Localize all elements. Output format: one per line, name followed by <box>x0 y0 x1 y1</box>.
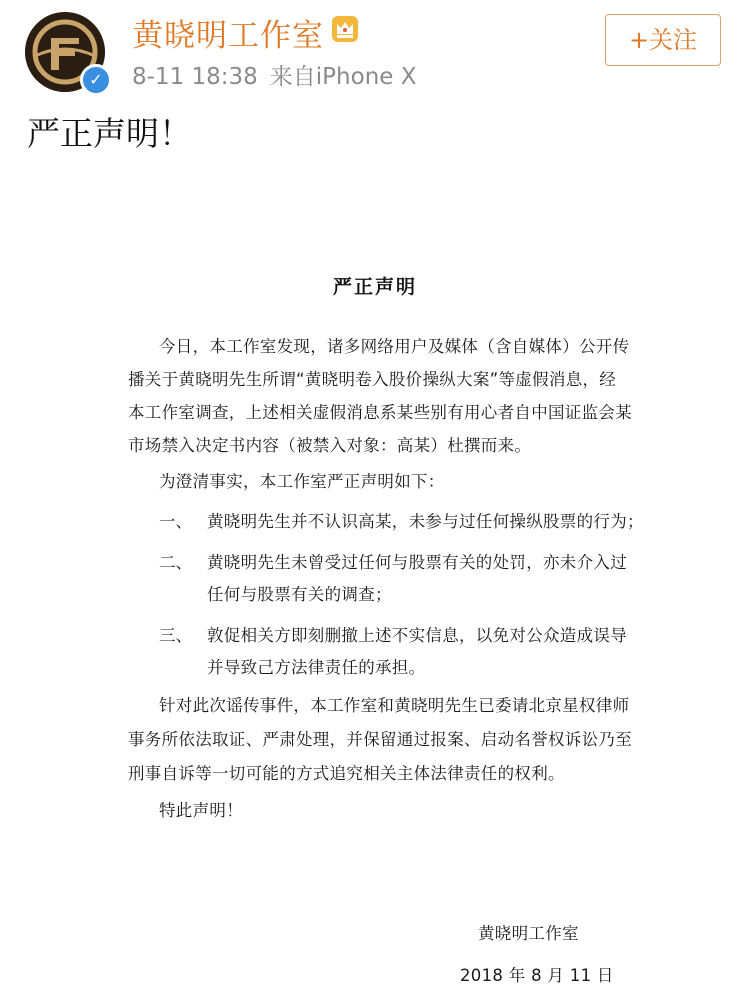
item-number: 二、 <box>159 553 192 572</box>
statement-date: 2018 年 8 月 11 日 <box>460 966 614 985</box>
post-text: 严正声明！ <box>27 114 192 153</box>
post-meta <box>132 58 417 91</box>
item-number: 一、 <box>159 512 192 531</box>
verified-badge-icon: ✓ <box>80 64 112 96</box>
statement-title: 严正声明 <box>332 276 417 298</box>
statement-p3-line: 事务所依法取证、严肃处理，并保留通过报案、启动名誉权诉讼乃至 <box>128 730 632 749</box>
statement-image <box>0 240 750 985</box>
post-header <box>0 0 750 100</box>
statement-p1-line: 今日，本工作室发现，诸多网络用户及媒体（含自媒体）公开传 <box>159 337 630 356</box>
post-time: 8-11 18:38 <box>132 64 258 90</box>
statement-p1-line: 播关于黄晓明先生所谓“黄晓明卷入股价操纵大案”等虚假消息，经 <box>128 370 617 389</box>
statement-signature: 黄晓明工作室 <box>478 924 579 943</box>
item-line: 敦促相关方即刻删撤上述不实信息，以免对公众造成误导 <box>207 626 627 645</box>
statement-p3-line: 针对此次谣传事件，本工作室和黄晓明先生已委请北京星权律师 <box>159 696 630 715</box>
item-line: 任何与股票有关的调查； <box>207 585 392 604</box>
statement-p3-line: 刑事自诉等一切可能的方式追究相关主体法律责任的权利。 <box>128 764 565 783</box>
follow-button[interactable]: +关注 <box>605 14 721 66</box>
item-line: 黄晓明先生并不认识高某，未参与过任何操纵股票的行为； <box>207 512 644 531</box>
statement-p2: 为澄清事实，本工作室严正声明如下： <box>159 472 445 491</box>
item-line: 并导致己方法律责任的承担。 <box>207 658 426 677</box>
username-link[interactable]: 黄晓明工作室 <box>132 18 324 54</box>
item-number: 三、 <box>159 626 192 645</box>
crown-badge-icon <box>330 14 360 44</box>
statement-closing: 特此声明！ <box>159 801 243 820</box>
post-source: 来自iPhone X <box>269 64 417 90</box>
statement-p1-line: 本工作室调查，上述相关虚假消息系某些别有用心者自中国证监会某 <box>128 403 632 422</box>
statement-p1-line: 市场禁入决定书内容（被禁入对象：高某）杜撰而来。 <box>128 436 532 455</box>
item-line: 黄晓明先生未曾受过任何与股票有关的处罚，亦未介入过 <box>207 553 627 572</box>
